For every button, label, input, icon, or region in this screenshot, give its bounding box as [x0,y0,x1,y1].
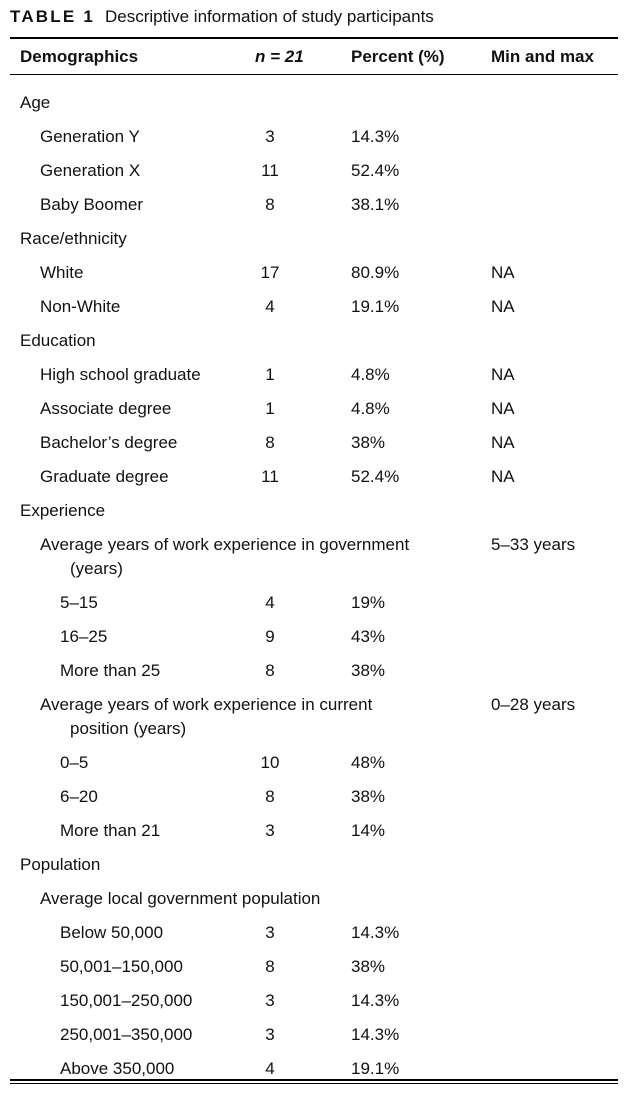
row-percent-value: 14.3% [351,923,400,942]
table-row [0,390,630,424]
row-n-value: 11 [261,161,279,180]
row-label-text: 150,001–250,000 [60,991,193,1010]
row-label [60,625,107,649]
row-label [40,125,140,149]
row-label [40,261,83,285]
row-label [60,1023,192,1047]
table-row [0,744,630,778]
row-label-text: Associate degree [40,399,172,418]
row-label-text: White [40,263,84,282]
row-min-max-value: 5–33 years [491,535,576,554]
row-percent-value: 43% [351,627,386,646]
row-min-max-value: NA [491,297,515,316]
row-label-text: Graduate degree [40,467,169,486]
row-label [40,397,171,421]
row-percent-value: 38% [351,661,386,680]
row-label [40,533,409,581]
row-percent-value: 52.4% [351,467,400,486]
row-label [40,431,177,455]
table-row [0,618,630,652]
table-row [0,778,630,812]
row-min-max-value: 0–28 years [491,695,576,714]
row-percent-value: 38% [351,957,386,976]
row-percent-value: 38% [351,433,386,452]
row-label-text: Generation Y [40,127,140,146]
row-label [60,785,98,809]
row-label-text: 50,001–150,000 [60,957,183,976]
row-n-value: 8 [265,661,275,680]
row-min-max-value: NA [491,263,515,282]
row-n-value: 3 [265,923,275,942]
row-percent-value: 4.8% [351,365,390,384]
table-row [0,1016,630,1050]
row-min-max-value: NA [491,399,515,418]
row-label [40,193,143,217]
row-n-value: 3 [265,1025,275,1044]
row-label-text: 0–5 [60,753,89,772]
table-row [0,880,630,914]
table-row [0,982,630,1016]
table-row [0,118,630,152]
table-row [0,652,630,686]
table-row [0,492,630,526]
row-label [40,465,169,489]
row-percent-value: 48% [351,753,386,772]
row-label-text: 16–25 [60,627,108,646]
row-label [40,159,140,183]
row-n-value: 8 [265,957,275,976]
row-min-max-value: NA [491,365,515,384]
row-label-text: Population [20,855,101,874]
row-n-value: 8 [265,433,275,452]
row-label-text: Above 350,000 [60,1059,175,1078]
table-row [0,84,630,118]
row-label-text: Average years of work experience in government [40,535,410,554]
row-label-continuation: (years) [70,559,123,578]
table-row [0,254,630,288]
row-label-text: Non-White [40,297,121,316]
row-n-value: 3 [265,127,275,146]
row-n-value: 8 [265,195,275,214]
row-label-text: Baby Boomer [40,195,143,214]
row-label-text: Below 50,000 [60,923,164,942]
row-label [40,693,372,741]
row-percent-value: 14.3% [351,127,400,146]
row-percent-value: 38.1% [351,195,400,214]
table-title: Descriptive information of study participants [104,7,434,26]
row-n-value: 11 [261,467,279,486]
row-min-max-value: NA [491,467,515,486]
row-n-value: 1 [265,399,275,418]
table-row [0,186,630,220]
row-label-text: 6–20 [60,787,98,806]
row-label-text: Generation X [40,161,141,180]
row-label-text: Experience [20,501,106,520]
row-label [60,819,160,843]
row-label-text: Age [20,93,51,112]
row-label [60,659,160,683]
row-label [20,853,100,877]
table-row [0,322,630,356]
row-n-value: 8 [265,787,275,806]
table-row [0,526,630,584]
row-n-value: 10 [260,753,280,772]
header-n: n = 21 [255,47,304,66]
row-label-text: Average years of work experience in current [40,695,373,714]
row-label [60,921,163,945]
row-n-value: 1 [265,365,275,384]
row-n-value: 17 [260,263,280,282]
row-label [20,329,96,353]
header-min-max: Min and max [491,47,594,66]
row-label [60,955,183,979]
table-row [0,356,630,390]
row-label [60,591,98,615]
table-number: TABLE 1 [10,7,95,26]
row-label-text: Average local government population [40,889,321,908]
row-percent-value: 52.4% [351,161,400,180]
row-label-text: Race/ethnicity [20,229,127,248]
row-label-text: High school graduate [40,365,201,384]
row-label [40,887,320,911]
table-row [0,288,630,322]
row-percent-value: 38% [351,787,386,806]
row-percent-value: 14% [351,821,386,840]
table-row [0,812,630,846]
row-percent-value: 19.1% [351,1059,400,1078]
table-row [0,584,630,618]
row-label [20,91,50,115]
row-n-value: 4 [265,593,275,612]
row-label [60,751,88,775]
table-row [0,152,630,186]
row-label [40,363,201,387]
row-n-value: 4 [265,297,275,316]
row-label-text: More than 25 [60,661,161,680]
table-row [0,424,630,458]
row-label [20,499,105,523]
table-row [0,686,630,744]
table-bottom-rule-thin [10,1083,618,1084]
row-label [60,989,192,1013]
header-demographics: Demographics [20,47,139,66]
header-percent: Percent (%) [351,47,445,66]
row-n-value: 3 [265,821,275,840]
row-label-text: More than 21 [60,821,161,840]
row-label [20,227,127,251]
row-label [40,295,120,319]
row-percent-value: 80.9% [351,263,400,282]
row-label-continuation: position (years) [70,719,187,738]
row-label-text: Bachelor’s degree [40,433,178,452]
row-n-value: 3 [265,991,275,1010]
row-label-text: Education [20,331,96,350]
table-row [0,458,630,492]
table-row [0,846,630,880]
row-label-text: 5–15 [60,593,98,612]
row-percent-value: 14.3% [351,991,400,1010]
row-n-value: 4 [265,1059,275,1078]
table-row [0,914,630,948]
row-percent-value: 4.8% [351,399,390,418]
table-bottom-rule [10,1079,618,1081]
row-label [60,1057,174,1081]
table-row [0,948,630,982]
row-percent-value: 19.1% [351,297,400,316]
row-n-value: 9 [265,627,275,646]
row-percent-value: 19% [351,593,386,612]
table-row [0,220,630,254]
row-label-text: 250,001–350,000 [60,1025,193,1044]
row-min-max-value: NA [491,433,515,452]
row-percent-value: 14.3% [351,1025,400,1044]
